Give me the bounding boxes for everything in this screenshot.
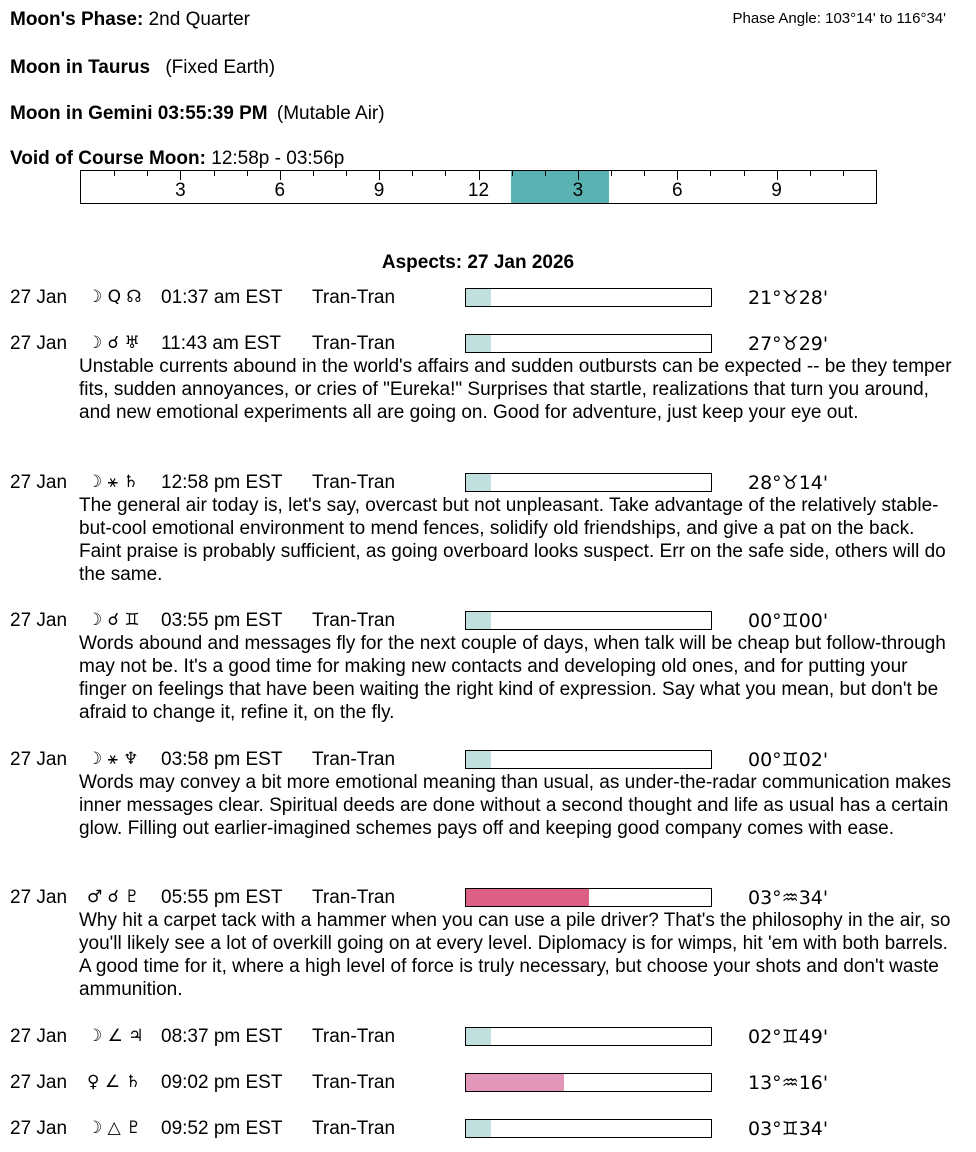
aspect-time: 08:37 pm EST [161, 1026, 283, 1047]
aspect-date: 27 Jan [10, 287, 68, 308]
timeline-hour-label: 12 [467, 180, 490, 201]
aspect-glyphs: ☽ ⚹ ♆ [87, 749, 139, 769]
phase-angle [733, 10, 946, 27]
timeline-tick [479, 171, 480, 180]
moon-phase-label: Moon's Phase: [10, 9, 144, 30]
aspect-row [10, 1072, 970, 1094]
timeline-hour-label: 6 [274, 180, 286, 201]
aspect-glyphs: ☽ Q ☊ [87, 287, 142, 307]
timeline-hour-label: 3 [175, 180, 186, 201]
timeline-tick [777, 171, 778, 180]
aspect-kind: Tran-Tran [312, 1072, 396, 1093]
aspect-strength-fill [466, 1120, 491, 1137]
timeline-tick [545, 171, 546, 176]
timeline-tick [313, 171, 314, 176]
aspect-time: 12:58 pm EST [161, 472, 283, 493]
aspect-kind: Tran-Tran [312, 749, 396, 770]
timeline-tick [114, 171, 115, 176]
timeline-tick [280, 171, 281, 180]
aspect-time: 05:55 pm EST [161, 887, 283, 908]
aspect-date: 27 Jan [10, 333, 68, 354]
timeline-tick [677, 171, 678, 180]
aspect-time: 01:37 am EST [161, 287, 283, 308]
aspect-row [10, 472, 970, 494]
aspect-kind: Tran-Tran [312, 1026, 396, 1047]
aspect-time: 09:02 pm EST [161, 1072, 283, 1093]
void-of-course-value: 12:58p - 03:56p [211, 148, 345, 169]
moon-sign-2: Moon in Gemini 03:55:39 PM [10, 103, 268, 124]
aspect-row [10, 1118, 970, 1140]
aspect-time: 03:55 pm EST [161, 610, 283, 631]
aspects-title: Aspects: 27 Jan 2026 [381, 252, 575, 273]
aspect-strength-bar [465, 1027, 712, 1046]
aspect-row [10, 1026, 970, 1048]
timeline-tick [611, 171, 612, 176]
aspect-time: 09:52 pm EST [161, 1118, 283, 1139]
aspect-kind: Tran-Tran [312, 887, 396, 908]
aspect-row [10, 749, 970, 771]
void-of-course-highlight [511, 171, 609, 203]
aspect-time: 11:43 am EST [161, 333, 282, 354]
aspect-strength-fill [466, 889, 589, 906]
timeline-hour-label: 3 [572, 180, 584, 201]
aspect-glyphs: ☽ ☌ ♊ [87, 610, 140, 630]
aspect-description: Words abound and messages fly for the next couple of days, when talk will be cheap but follow-through may not be. It's a good time for making new contacts and developing old ones, and for putting your finger on feelings that have been waiting the right kind of expression. Say what you mean, but don't be afraid to change it, refine it, on the fly. [79, 633, 946, 723]
aspect-description: Words may convey a bit more emotional meaning than usual, as under-the-radar communication makes inner messages clear. Spiritual deeds are done without a second thought and life as usual has a certain glow. Filling out earlier-imagined schemes pays off and keeping good company comes with ease. [79, 772, 951, 839]
timeline-tick [147, 171, 148, 176]
aspect-kind: Tran-Tran [312, 472, 396, 493]
void-of-course-line [10, 148, 344, 170]
aspect-strength-bar [465, 888, 712, 907]
timeline-tick [214, 171, 215, 176]
aspect-strength-bar [465, 288, 712, 307]
aspect-strength-bar [465, 611, 712, 630]
aspect-description: Unstable currents abound in the world's affairs and sudden outbursts can be expected -- be they temper fits, sudden annoyances, or cries of "Eureka!" Surprises that startle, realizations that turn you around, and new emotional experiments all are going on. Good for adventure, just keep your eye out. [79, 356, 952, 423]
void-of-course-timeline [80, 170, 877, 204]
aspect-position: 21°♉28' [748, 287, 829, 309]
phase-angle-value: 103°14' to 116°34' [825, 10, 946, 27]
aspect-position: 03°♒34' [748, 887, 829, 909]
aspect-strength-fill [466, 1028, 491, 1045]
aspect-strength-bar [465, 1073, 712, 1092]
aspect-strength-bar [465, 750, 712, 769]
aspect-row [10, 887, 970, 909]
aspect-description: Why hit a carpet tack with a hammer when you can use a pile driver? That's the philosophy in the air, so you'll likely see a lot of overkill going on at every level. Diplomacy is for wimps, hit 'em with both barrels. A good time for it, where a high level of force is truly necessary, but choose your shots and don't waste ammunition. [79, 910, 951, 1000]
moon-sign-1: Moon in Taurus [10, 57, 151, 78]
aspect-date: 27 Jan [10, 472, 68, 493]
aspect-kind: Tran-Tran [312, 287, 396, 308]
aspect-date: 27 Jan [10, 749, 68, 770]
aspect-glyphs: ☽ △ ♇ [87, 1118, 142, 1138]
timeline-hour-label: 6 [672, 180, 683, 201]
aspect-position: 28°♉14' [748, 472, 829, 494]
aspect-date: 27 Jan [10, 1072, 68, 1093]
aspect-glyphs: ♂ ☌ ♇ [87, 887, 140, 907]
aspect-strength-fill [466, 612, 491, 629]
aspect-date: 27 Jan [10, 1118, 68, 1139]
timeline-tick [644, 171, 645, 176]
timeline-hour-label: 9 [771, 180, 782, 201]
aspect-date: 27 Jan [10, 1026, 68, 1047]
aspect-position: 03°♊34' [748, 1118, 829, 1140]
aspect-position: 13°♒16' [748, 1072, 829, 1094]
moon-sign-1-element: (Fixed Earth) [165, 57, 276, 78]
timeline-tick [578, 171, 579, 180]
aspect-glyphs: ♀ ∠ ♄ [87, 1072, 141, 1092]
aspect-strength-fill [466, 474, 491, 491]
moon-phase-value: 2nd Quarter [148, 9, 251, 30]
aspect-strength-bar [465, 334, 712, 353]
timeline-tick [412, 171, 413, 176]
aspect-position: 02°♊49' [748, 1026, 829, 1048]
aspect-row [10, 333, 970, 355]
aspect-date: 27 Jan [10, 610, 68, 631]
timeline-tick [346, 171, 347, 176]
aspect-position: 00°♊02' [748, 749, 829, 771]
aspect-strength-fill [466, 1074, 564, 1091]
moon-sign-2-line [10, 103, 385, 125]
aspect-row [10, 610, 970, 632]
aspect-time: 03:58 pm EST [161, 749, 283, 770]
aspect-glyphs: ☽ ∠ ♃ [87, 1026, 144, 1046]
aspect-strength-fill [466, 335, 491, 352]
timeline-tick [445, 171, 446, 176]
timeline-tick [247, 171, 248, 176]
timeline-tick [843, 171, 844, 176]
phase-angle-label: Phase Angle: [732, 10, 821, 27]
timeline-tick [379, 171, 380, 180]
void-of-course-label: Void of Course Moon: [10, 148, 206, 169]
aspect-strength-fill [466, 289, 491, 306]
moon-phase-line [10, 9, 250, 31]
timeline-tick [744, 171, 745, 176]
timeline-tick [512, 171, 513, 176]
aspect-position: 27°♉29' [748, 333, 829, 355]
aspect-kind: Tran-Tran [312, 333, 396, 354]
aspect-strength-bar [465, 473, 712, 492]
timeline-tick [180, 171, 181, 180]
aspect-position: 00°♊00' [748, 610, 829, 632]
aspect-strength-fill [466, 751, 491, 768]
timeline-tick [810, 171, 811, 176]
aspect-kind: Tran-Tran [312, 610, 396, 631]
timeline-tick [710, 171, 711, 176]
aspect-date: 27 Jan [10, 887, 68, 908]
aspect-strength-bar [465, 1119, 712, 1138]
timeline-hour-label: 9 [373, 180, 385, 201]
aspect-glyphs: ☽ ☌ ♅ [87, 333, 140, 353]
moon-sign-2-element: (Mutable Air) [276, 103, 385, 124]
moon-sign-1-line [10, 57, 275, 79]
aspect-kind: Tran-Tran [312, 1118, 396, 1139]
aspect-description: The general air today is, let's say, overcast but not unpleasant. Take advantage of the relatively stable-but-cool emotional environment to mend fences, solidify old friendships, and give a pat on the back. Faint praise is probably sufficient, as going overboard looks suspect. Err on the safe side, others will do the same. [79, 495, 946, 585]
aspect-glyphs: ☽ ⚹ ♄ [87, 472, 139, 492]
aspect-row [10, 287, 970, 309]
